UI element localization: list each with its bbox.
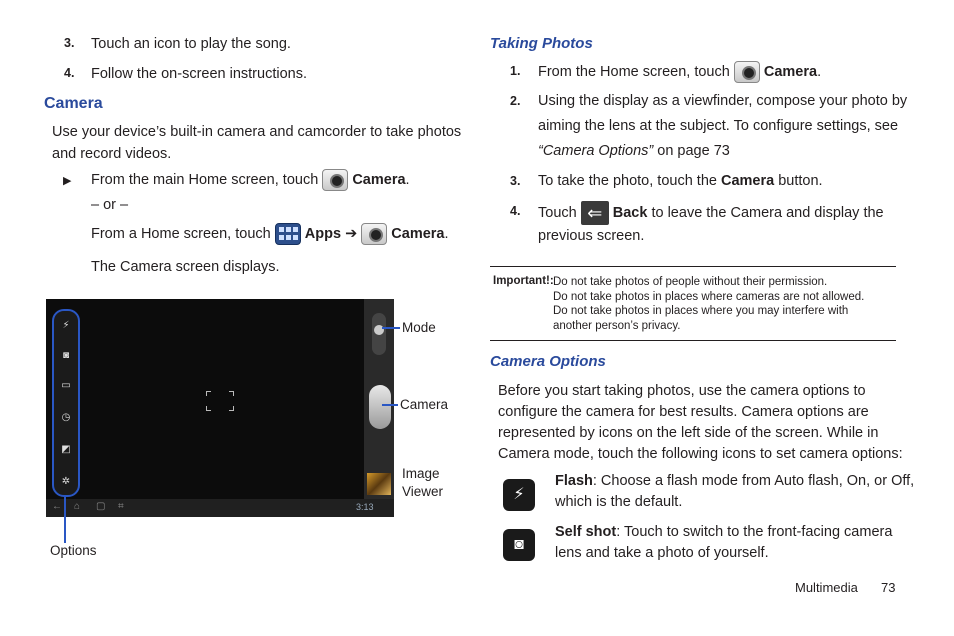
or-separator: – or –	[91, 197, 129, 213]
mode-callout-line	[382, 327, 400, 329]
tp-step4-line2: previous screen.	[538, 228, 645, 244]
camera-icon	[361, 223, 387, 245]
exposure-icon: ◩	[61, 444, 71, 455]
tp-step4-text: Touch	[538, 204, 577, 221]
important-line2: Do not take photos in places where cameras are not allowed.	[553, 290, 865, 303]
tp-step1-number: 1.	[510, 64, 521, 78]
flash-icon: ⚡	[62, 320, 70, 331]
alt-camera-label: Camera	[391, 225, 445, 242]
self-shot-line2: lens and take a photo of yourself.	[555, 545, 769, 561]
camera-icon	[322, 169, 348, 191]
tp-step1-line: From the Home screen, touch Camera.	[538, 61, 821, 83]
flash-text: : Choose a flash mode from Auto flash, On, or Off,	[592, 473, 915, 489]
important-line1: Do not take photos of people without their permission.	[553, 276, 828, 288]
bullet-camera-label: Camera	[352, 171, 406, 188]
footer-page-number: 73	[881, 580, 896, 595]
important-text	[553, 275, 864, 333]
flash-line2: which is the default.	[555, 494, 683, 510]
clock: 3:13	[356, 502, 374, 512]
camera-heading: Camera	[44, 95, 103, 112]
image-callout: Image	[402, 466, 440, 481]
important-line3: Do not take photos in places where you may interfere with	[553, 305, 849, 317]
options-p1: Before you start taking photos, use the camera options to	[498, 383, 866, 399]
timer-icon: ◷	[61, 412, 71, 423]
footer-section: Multimedia	[795, 580, 858, 595]
nav-home-icon[interactable]: ⌂	[74, 501, 81, 512]
status-bar	[46, 499, 394, 517]
bullet-text: From the main Home screen, touch	[91, 171, 319, 188]
options-callout-line	[64, 495, 66, 543]
mode-callout: Mode	[402, 320, 436, 335]
camera-icon	[734, 61, 760, 83]
image-viewer-thumbnail[interactable]	[367, 473, 391, 495]
alt-line: From a Home screen, touch Apps ➔ Camera.	[91, 223, 449, 245]
flash-label: Flash	[555, 473, 593, 489]
alt-apps-label: Apps	[304, 225, 342, 242]
important-line4: another person’s privacy.	[553, 319, 681, 332]
tp-step4-number: 4.	[510, 204, 521, 218]
flash-icon: ⚡	[503, 479, 535, 511]
mode-switch[interactable]	[372, 313, 386, 355]
screenshot-icon[interactable]: ⌗	[118, 501, 124, 512]
options-p3: represented by icons on the left side of the screen. While in	[498, 425, 879, 441]
shooting-mode-icon: ▭	[61, 380, 71, 391]
options-sidebar	[52, 309, 80, 497]
alt-arrow: ➔	[345, 225, 358, 242]
options-p4: Camera mode, touch the following icons to set camera options:	[498, 446, 903, 462]
controls-panel	[364, 299, 394, 499]
bullet-arrow: ▶	[63, 175, 72, 187]
tp-step2-line1: Using the display as a viewfinder, compose your photo by	[538, 93, 908, 109]
self-shot-text: : Touch to switch to the front-facing camera	[616, 524, 893, 540]
important-label: Important!:	[493, 275, 554, 287]
step-3-number: 3.	[64, 36, 75, 50]
bullet-line: From the main Home screen, touch Camera.	[91, 169, 410, 191]
flash-line1	[555, 471, 914, 492]
important-top-rule	[490, 266, 896, 267]
self-shot-line1	[555, 522, 892, 543]
focus-frame	[206, 391, 234, 411]
self-shot-icon: ◙	[503, 529, 535, 561]
nav-back-icon[interactable]: ←	[52, 501, 62, 512]
options-callout: Options	[50, 543, 97, 558]
tp-step3-tail: button.	[778, 173, 823, 189]
tp-step3-number: 3.	[510, 174, 521, 188]
tp-step3-camera: Camera	[721, 173, 775, 189]
taking-photos-heading: Taking Photos	[490, 35, 593, 52]
tp-step2-ref-tail: on page 73	[653, 143, 730, 159]
tp-step2-line3	[538, 141, 730, 162]
alt-text: From a Home screen, touch	[91, 225, 271, 242]
tp-step3-line	[538, 171, 823, 192]
step-4-text: Follow the on-screen instructions.	[91, 66, 307, 82]
tp-step4-tail: to leave the Camera and display the	[651, 204, 884, 221]
camera-callout: Camera	[400, 397, 449, 412]
tp-step2-number: 2.	[510, 94, 521, 108]
tp-step4-back: Back	[612, 204, 648, 221]
step-4-number: 4.	[64, 66, 75, 80]
tp-step1-camera: Camera	[763, 63, 818, 80]
options-p2: configure the camera for best results. Camera options are	[498, 404, 869, 420]
tp-step4-line1	[538, 201, 884, 225]
shutter-button[interactable]	[369, 385, 391, 429]
viewer-callout: Viewer	[402, 484, 444, 499]
important-bottom-rule	[490, 340, 896, 341]
camera-intro-line2: and record videos.	[52, 146, 172, 162]
self-shot-label: Self shot	[555, 524, 617, 540]
tp-step1-text: From the Home screen, touch	[538, 63, 730, 80]
self-shot-icon: ◙	[62, 350, 70, 361]
camera-screenshot	[46, 299, 394, 517]
apps-icon	[275, 223, 301, 245]
camera-intro-line1: Use your device’s built-in camera and camcorder to take photos	[52, 124, 462, 140]
nav-recent-icon[interactable]: ▢	[96, 501, 106, 512]
step-3-text: Touch an icon to play the song.	[91, 36, 291, 52]
camera-callout-line	[382, 404, 398, 406]
back-arrow-icon: ⇐	[581, 201, 609, 225]
camera-screen-displays: The Camera screen displays.	[91, 259, 280, 275]
camera-options-heading: Camera Options	[490, 353, 606, 370]
tp-step3-text: To take the photo, touch the	[538, 173, 717, 189]
camera-options-link[interactable]: “Camera Options”	[538, 143, 654, 159]
settings-icon: ✲	[61, 476, 71, 487]
tp-step2-line2: aiming the lens at the subject. To configure settings, see	[538, 118, 899, 134]
